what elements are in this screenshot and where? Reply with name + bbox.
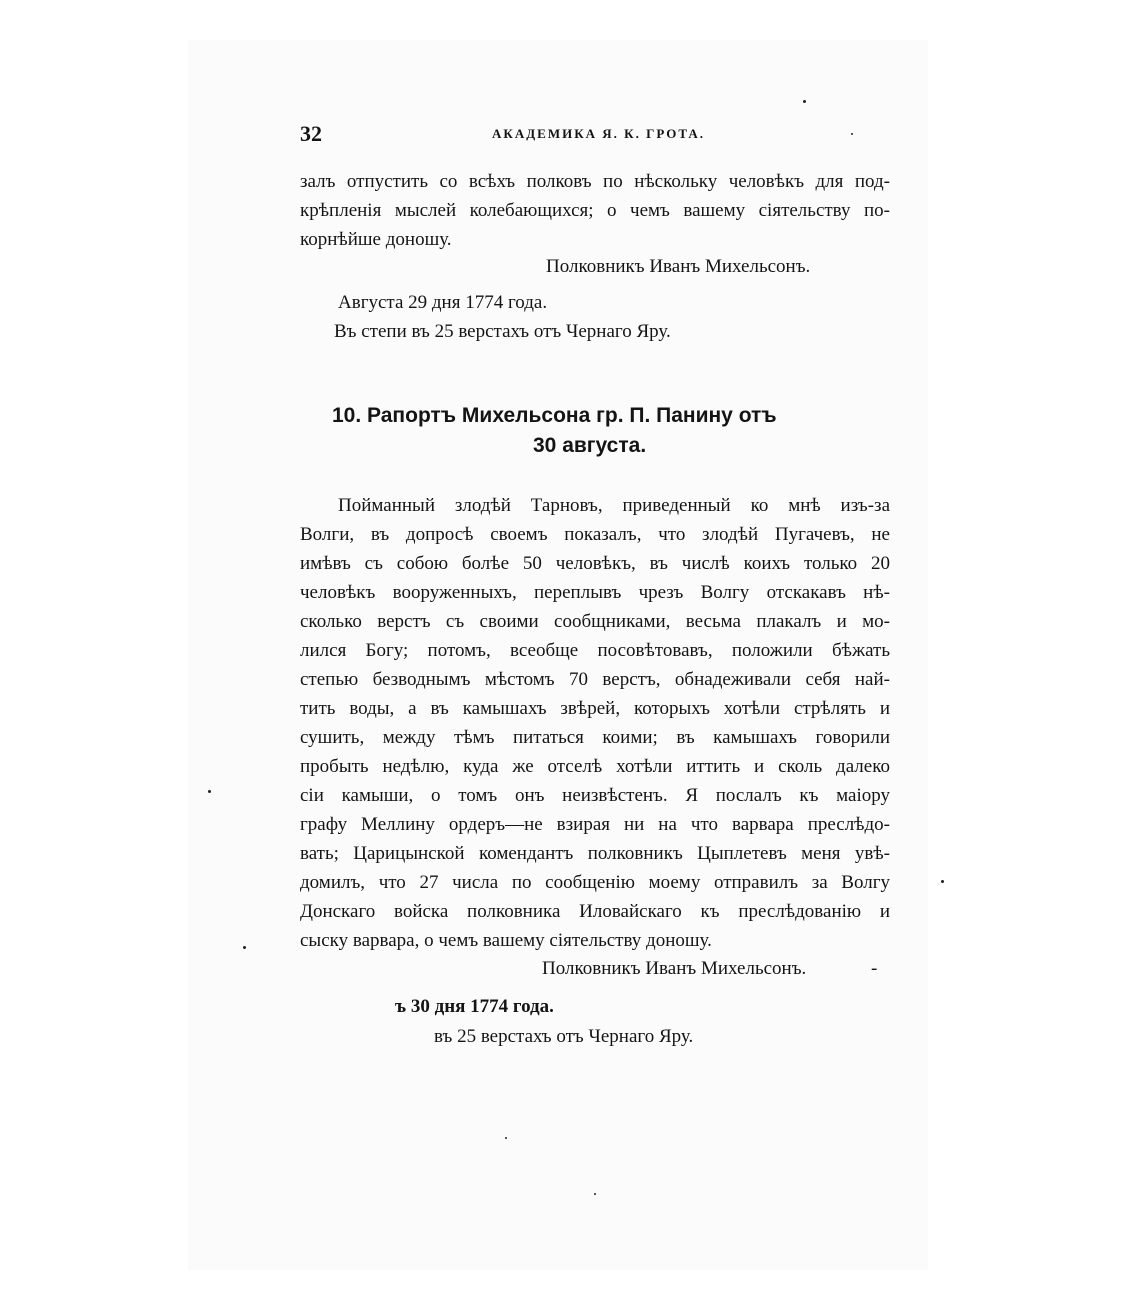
scan-speck <box>851 133 853 135</box>
scan-speck <box>505 1137 507 1139</box>
letter1-line: залъ отпустить со всѣхъ полковъ по нѣскольку человѣкъ для под- <box>300 171 890 192</box>
report-line: сколько верстъ съ своими сообщниками, весьма плакалъ и мо- <box>300 611 890 632</box>
running-title: АКАДЕМИКА Я. К. ГРОТА. <box>492 126 705 141</box>
report-line: сіи камыши, о томъ онъ неизвѣстенъ. Я послалъ къ маіору <box>300 785 890 806</box>
scan-speck <box>594 1193 596 1195</box>
scan-speck <box>243 946 246 949</box>
report-line: Пойманный злодѣй Тарновъ, приведенный ко мнѣ изъ-за <box>338 495 890 516</box>
report-line: Донскаго войска полковника Иловайскаго къ преслѣдованію и <box>300 901 890 922</box>
letter1-line: корнѣйше доношу. <box>300 229 452 250</box>
report-line: пробыть недѣлю, куда же отселѣ хотѣли иттить и сколь далеко <box>300 756 890 777</box>
report-line: лился Богу; потомъ, всеобще посовѣтовавъ, положили бѣжать <box>300 640 890 661</box>
report-date: ъ 30 дня 1774 года. <box>395 996 554 1017</box>
report-line: графу Меллину ордеръ—не взирая ни на что варвара преслѣдо- <box>300 814 890 835</box>
report-line: человѣкъ вооруженныхъ, переплывъ чрезъ Волгу отскакавъ нѣ- <box>300 582 890 603</box>
section-heading: 10. Рапортъ Михельсона гр. П. Панину отъ <box>332 404 777 427</box>
letter1-line: крѣпленія мыслей колебающихся; о чемъ вашему сіятельству по- <box>300 200 890 221</box>
report-line: имѣвъ съ собою болѣе 50 человѣкъ, въ числѣ коихъ только 20 <box>300 553 890 574</box>
report-line: Волги, въ допросѣ своемъ показалъ, что злодѣй Пугачевъ, не <box>300 524 890 545</box>
report-line: сушить, между тѣмъ питаться коими; въ камышахъ говорили <box>300 727 890 748</box>
scan-speck <box>803 100 806 103</box>
report-line: тить воды, а въ камышахъ звѣрей, которыхъ хотѣли стрѣлять и <box>300 698 890 719</box>
page-number: 32 <box>300 121 322 146</box>
report-line: вать; Царицынской комендантъ полковникъ Цыплетевъ меня увѣ- <box>300 843 890 864</box>
report-line: степью безводнымъ мѣстомъ 70 верстъ, обнадеживали себя най- <box>300 669 890 690</box>
letter1-place: Въ степи въ 25 верстахъ отъ Чернаго Яру. <box>334 321 671 342</box>
stray-dash: - <box>871 958 878 979</box>
section-heading-cont: 30 августа. <box>533 434 647 457</box>
scan-speck <box>208 790 211 793</box>
scan-speck <box>941 880 944 883</box>
letter1-signature: Полковникъ Иванъ Михельсонъ. <box>546 256 811 277</box>
report-signature: Полковникъ Иванъ Михельсонъ. <box>542 958 807 979</box>
report-line: домилъ, что 27 числа по сообщенію моему отправилъ за Волгу <box>300 872 890 893</box>
report-line: сыску варвара, о чемъ вашему сіятельству доношу. <box>300 930 712 951</box>
letter1-date: Августа 29 дня 1774 года. <box>338 292 548 313</box>
report-place: въ 25 верстахъ отъ Чернаго Яру. <box>434 1026 694 1047</box>
